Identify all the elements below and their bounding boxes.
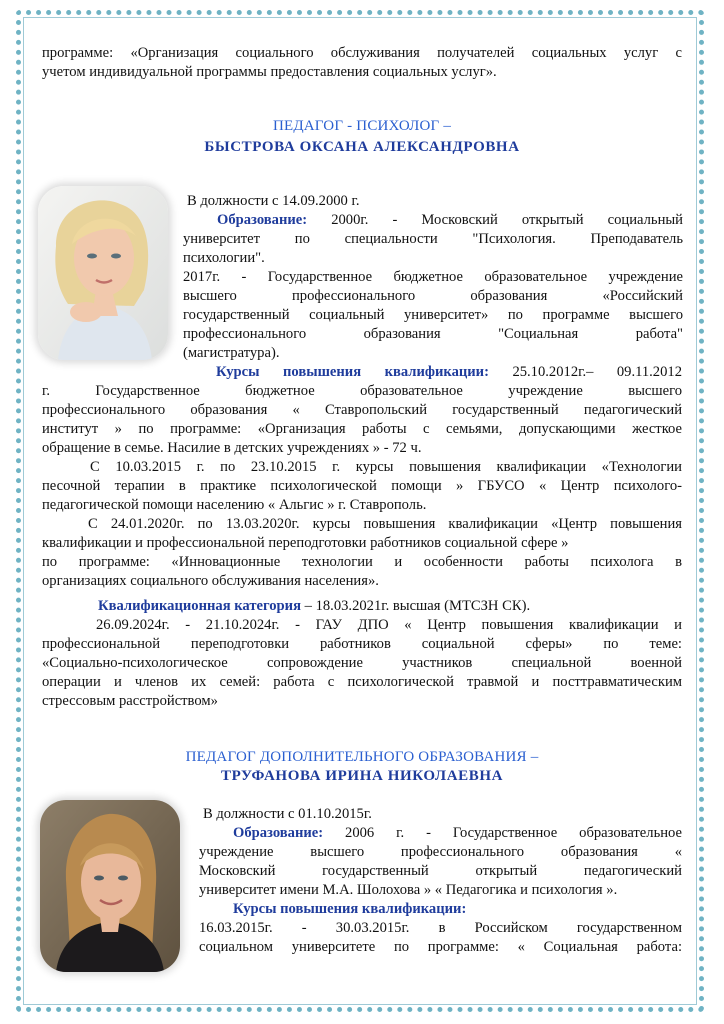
person1-portrait-photo xyxy=(38,186,168,360)
intro-paragraph xyxy=(42,44,682,82)
person2-portrait-photo xyxy=(40,800,180,972)
person1-courses-label: Курсы повышения квалификации: xyxy=(216,364,489,380)
person1-category-value: – 18.03.2021г. высшая (МТСЗН СК). xyxy=(300,598,531,614)
person1-extra-line: «Социально-психологическое сопровождение участников специальной военной xyxy=(42,655,682,671)
person1-education-text: 2000г. - Московский открытый социальный xyxy=(307,212,683,228)
person1-courses-line xyxy=(42,363,682,382)
person1-courses-line: квалификации и профессиональной переподготовки работников социальной сфере » xyxy=(42,535,569,551)
person1-courses-line: институт » по программе: «Организация работы с семьями, допускающими жесткое xyxy=(42,421,682,437)
person1-courses-line: организациях социального обслуживания населения». xyxy=(42,573,379,589)
person1-name-heading: БЫСТРОВА ОКСАНА АЛЕКСАНДРОВНА xyxy=(204,139,520,155)
person2-education-line xyxy=(199,824,682,843)
person1-education-line: университет по специальности "Психология. Преподаватель xyxy=(183,231,683,247)
person1-courses-line: педагогической помощи населению « Альгис » г. Ставрополь. xyxy=(42,497,427,513)
person1-portrait-image xyxy=(38,186,168,360)
person1-category-line xyxy=(98,597,688,616)
person2-education-text: 2006 г. - Государственное образовательное xyxy=(323,825,682,841)
person1-education-line: профессионального образования "Социальная работа" xyxy=(183,326,683,342)
person1-role-heading: ПЕДАГОГ - ПСИХОЛОГ – xyxy=(272,118,452,134)
person1-courses-block xyxy=(42,363,682,591)
person1-education-line: (магистратура). xyxy=(183,345,280,361)
person1-courses-line: обращение в семье. Насилие в детских учреждениях » - 72 ч. xyxy=(42,440,422,456)
person2-education-block xyxy=(199,824,682,900)
person1-courses-line: г. Государственное бюджетное образовательное учреждение высшего xyxy=(42,383,682,399)
person2-courses-line: социальном университете по программе: « Социальная работа: xyxy=(199,939,682,955)
person1-education-line xyxy=(183,211,683,230)
intro-line: учетом индивидуальной программы предоставления социальных услуг». xyxy=(42,64,497,80)
person2-name-heading: ТРУФАНОВА ИРИНА НИКОЛАЕВНА xyxy=(220,768,504,784)
person1-education-line: высшего профессионального образования «Российский xyxy=(183,288,683,304)
person2-position-text: В должности с 01.10.2015г. xyxy=(203,806,372,822)
person1-extra-line: 26.09.2024г. - 21.10.2024г. - ГАУ ДПО « Центр повышения квалификации и xyxy=(96,617,682,633)
person1-courses-line: песочной терапии в практике психологической помощи » ГБУСО « Центр психолого- xyxy=(42,478,682,494)
person1-courses-line: С 10.03.2015 г. по 23.10.2015 г. курсы повышения квалификации «Технологии xyxy=(90,459,682,475)
person1-education-line: государственный социальный университет» по программе высшего xyxy=(183,307,683,323)
person2-education-label: Образование: xyxy=(233,825,324,841)
person2-education-line: Московский государственный открытый педагогический xyxy=(199,863,682,879)
person2-courses-block xyxy=(199,919,682,957)
person1-extra-line: операции и членов их семей: работа с психологической травмой и посттравматическим xyxy=(42,674,682,690)
person2-education-line: университет имени М.А. Шолохова » « Педагогика и психология ». xyxy=(199,882,618,898)
person1-courses-line: по программе: «Инновационные технологии и особенности работы психолога в xyxy=(42,554,682,570)
person2-courses-label xyxy=(233,900,683,919)
person1-education-block xyxy=(183,211,683,363)
person1-category-label: Квалификационная категория xyxy=(98,598,301,614)
person2-education-line: учреждение высшего профессионального образования « xyxy=(199,844,682,860)
person1-extra-line: профессиональной переподготовки работников социальной сферы» по теме: xyxy=(42,636,682,652)
person2-role-heading: ПЕДАГОГ ДОПОЛНИТЕЛЬНОГО ОБРАЗОВАНИЯ – xyxy=(185,749,539,765)
person1-extra-line: стрессовым расстройством» xyxy=(42,693,218,709)
person1-education-line: 2017г. - Государственное бюджетное образовательное учреждение xyxy=(183,269,683,285)
person1-education-line: психологии". xyxy=(183,250,265,266)
person2-courses-label-text: Курсы повышения квалификации: xyxy=(233,901,467,917)
person2-portrait-image xyxy=(40,800,180,972)
person1-extra-block xyxy=(42,616,682,711)
person1-courses-line: профессионального образования « Ставропольский государственный педагогический xyxy=(42,402,682,418)
person1-education-label: Образование: xyxy=(217,212,308,228)
person1-courses-dates: 25.10.2012г.– 09.11.2012 xyxy=(488,364,682,380)
intro-line: программе: «Организация социального обслуживания получателей социальных услуг с xyxy=(42,45,682,61)
person2-courses-line: 16.03.2015г. - 30.03.2015г. в Российском государственном xyxy=(199,920,682,936)
person1-courses-line: С 24.01.2020г. по 13.03.2020г. курсы повышения квалификации «Центр повышения xyxy=(88,516,682,532)
person1-position-text: В должности с 14.09.2000 г. xyxy=(187,193,360,209)
